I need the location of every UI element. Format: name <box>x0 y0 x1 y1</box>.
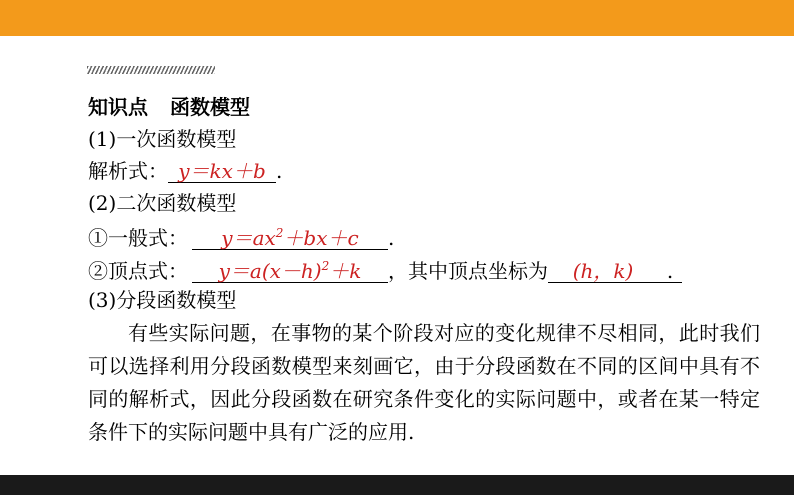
top-accent-bar <box>0 0 794 36</box>
item1-title: (1)一次函数模型 <box>88 127 237 151</box>
description-paragraph: 有些实际问题，在事物的某个阶段对应的变化规律不尽相同，此时我们可以选择利用分段函数模型来刻画它，由于分段函数在不同的区间中具有不同的解析式，因此分段函数在研究条件变化的实际问题中，或者在某一特定条件下的实际问题中具有广泛的应用. <box>88 321 760 444</box>
item2-general-end: . <box>388 226 395 250</box>
item2-general-label: ①一般式： <box>88 226 188 250</box>
item2-vertex-mid: ，其中顶点坐标为 <box>388 259 548 283</box>
general-answer-sup: 2 <box>275 226 284 240</box>
item2-vertex-answer <box>192 255 388 283</box>
heading-title: 函数模型 <box>170 95 250 119</box>
item2-general-line <box>88 222 394 251</box>
heading-label: 知识点 <box>88 95 148 119</box>
item2-general-answer <box>192 222 388 250</box>
item1-line <box>88 158 282 184</box>
item2-vertex-end: . <box>658 260 682 283</box>
item1-label: 解析式： <box>88 159 168 183</box>
section-heading <box>88 94 250 120</box>
vertex-coordinate-answer: (h，k) <box>548 260 658 283</box>
item2-title: (2)二次函数模型 <box>88 191 237 215</box>
vertex-answer-sup: 2 <box>321 259 330 273</box>
item2-vertex-line <box>88 255 682 284</box>
item3-title: (3)分段函数模型 <box>88 288 237 312</box>
hatched-divider <box>87 66 215 74</box>
general-answer-pre: y＝ax <box>221 226 276 250</box>
bottom-bar <box>0 475 794 495</box>
item2-vertex-label: ②顶点式： <box>88 259 188 283</box>
vertex-answer-post: ＋k <box>329 259 362 283</box>
item1-answer: y＝kx＋b <box>168 160 276 183</box>
general-answer-post: ＋bx＋c <box>283 226 359 250</box>
item1-end: . <box>276 159 283 183</box>
vertex-answer-pre: y＝a(x－h) <box>218 259 322 283</box>
